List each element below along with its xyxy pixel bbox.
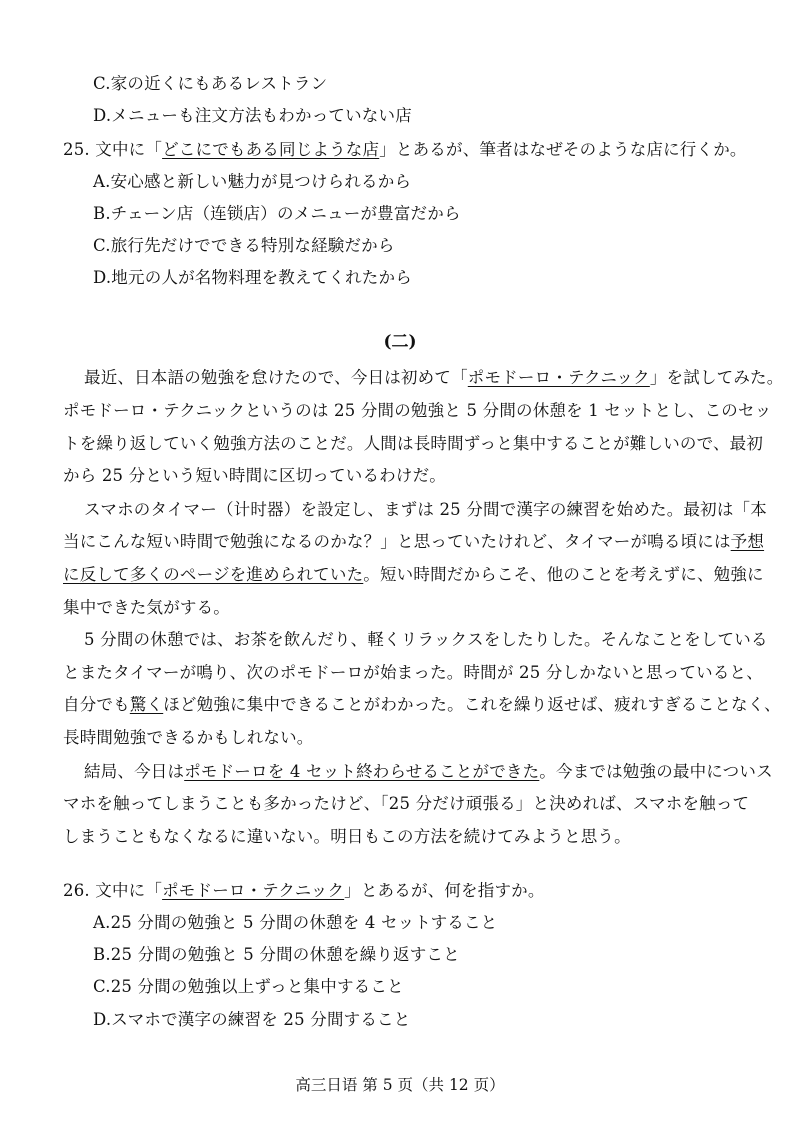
option-text: メニューも注文方法もわかっていない店 xyxy=(111,106,412,125)
prompt-text: 26. 文中に「 xyxy=(63,881,163,900)
option-text: 旅行先だけでできる特別な経験だから xyxy=(110,236,395,255)
prompt-text: 25. 文中に「 xyxy=(63,140,163,159)
option-text: 25 分間の勉強と 5 分間の休憩を 4 セットすること xyxy=(110,913,498,932)
q26-option-c xyxy=(93,976,404,998)
underlined-phrase: に反して多くのページを進められていた xyxy=(63,565,364,584)
q25-option-d xyxy=(93,267,412,289)
option-text: チェーン店（连锁店）のメニューが豊富だから xyxy=(110,204,461,223)
option-letter: B. xyxy=(93,204,111,223)
passage-text: 最近、日本語の勉強を怠けたので、今日は初めて「 xyxy=(84,368,468,387)
q25-option-c xyxy=(93,235,395,257)
passage-line: トを繰り返していく勉強方法のことだ。人間は長時間ずっと集中することが難しいので、最初 xyxy=(63,434,764,453)
passage-line: スマホのタイマー（计时器）を設定し、まずは 25 分間で漢字の練習を始めた。最初は「本 xyxy=(84,500,767,519)
option-letter: A. xyxy=(93,172,111,191)
q26-prompt xyxy=(63,880,545,902)
q26-option-b xyxy=(93,944,460,966)
option-text: 25 分間の勉強と 5 分間の休憩を繰り返すこと xyxy=(110,945,460,964)
passage-line xyxy=(84,761,773,783)
prompt-text: 」とあるが、筆者はなぜそのような店に行くか。 xyxy=(379,140,747,159)
option-letter: D. xyxy=(93,1010,112,1029)
passage-line: 5 分間の休憩では、お茶を飲んだり、軽くリラックスをしたりした。そんなことをしている xyxy=(84,630,768,649)
q26-option-a xyxy=(93,912,497,934)
section-title: (二) xyxy=(383,332,417,352)
option-text: 地元の人が名物料理を教えてくれたから xyxy=(111,268,412,287)
passage-line: とまたタイマーが鳴り、次のポモドーロが始まった。時間が 25 分しかないと思っていると、 xyxy=(63,663,763,682)
passage-line xyxy=(84,367,783,389)
underlined-quote: ポモドーロ・テクニック xyxy=(162,881,345,900)
passage-line: マホを触ってしまうことも多かったけど、「25 分だけ頑張る」と決めれば、スマホを触って xyxy=(63,794,750,813)
option-letter: C. xyxy=(93,977,111,996)
passage-text: ほど勉強に集中できることがわかった。これを繰り返せば、疲れすぎることなく、 xyxy=(163,695,781,714)
option-text: 25 分間の勉強以上ずっと集中すること xyxy=(110,977,404,996)
option-letter: B. xyxy=(93,945,111,964)
underlined-phrase: 予想 xyxy=(730,532,765,551)
option-letter: A. xyxy=(93,913,111,932)
option-letter: D. xyxy=(93,106,112,125)
passage-line xyxy=(63,564,764,586)
option-letter: D. xyxy=(93,268,112,287)
option-text: 家の近くにもあるレストラン xyxy=(110,74,328,93)
passage-line: 長時間勉強できるかもしれない。 xyxy=(63,728,314,747)
passage-line: しまうこともなくなるに違いない。明日もこの方法を続けてみようと思う。 xyxy=(63,827,631,846)
q26-option-d xyxy=(93,1009,410,1031)
underlined-word: 驚く xyxy=(129,695,164,714)
passage-line xyxy=(63,694,781,716)
passage-text: 当にこんな短い時間で勉強になるのかな？」と思っていたけれど、タイマーが鳴る頃には xyxy=(63,532,731,551)
q25-option-b xyxy=(93,203,461,225)
passage-text: 結局、今日は xyxy=(84,762,185,781)
option-text: スマホで漢字の練習を 25 分間すること xyxy=(111,1010,411,1029)
q24-option-d xyxy=(93,105,412,127)
option-letter: C. xyxy=(93,74,111,93)
passage-line: から 25 分という短い時間に区切っているわけだ。 xyxy=(63,466,446,485)
underlined-quote: ポモドーロ・テクニック xyxy=(467,368,650,387)
passage-line: ポモドーロ・テクニックというのは 25 分間の勉強と 5 分間の休憩を 1 セットとし、このセッ xyxy=(63,401,772,420)
passage-text: 。今までは勉強の最中についス xyxy=(539,762,773,781)
q25-option-a xyxy=(93,171,411,193)
passage-text: 」を試してみた。 xyxy=(649,368,784,387)
passage-line: 集中できた気がする。 xyxy=(63,598,230,617)
passage-line xyxy=(63,531,764,553)
page-footer: 高三日语 第 5 页（共 12 页） xyxy=(295,1076,505,1094)
q25-prompt xyxy=(63,139,747,161)
passage-text: 。短い時間だからこそ、他のことを考えずに、勉強に xyxy=(363,565,764,584)
option-letter: C. xyxy=(93,236,111,255)
q24-option-c xyxy=(93,73,327,95)
underlined-quote: どこにでもある同じような店 xyxy=(162,140,380,159)
prompt-text: 」とあるが、何を指すか。 xyxy=(344,881,545,900)
underlined-phrase: ポモドーロを 4 セット終わらせることができた xyxy=(184,762,540,781)
option-text: 安心感と新しい魅力が見つけられるから xyxy=(110,172,412,191)
passage-text: 自分でも xyxy=(63,695,130,714)
